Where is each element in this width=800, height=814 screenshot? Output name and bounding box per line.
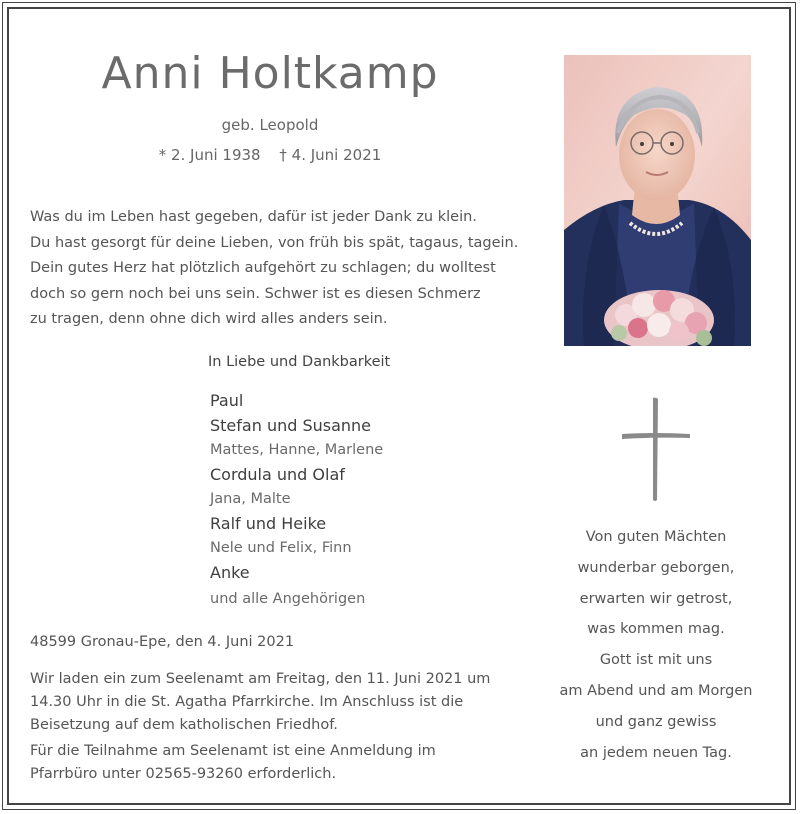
family-member: Paul — [210, 391, 244, 410]
relatives-line: und alle Angehörigen — [210, 591, 366, 607]
poem-line: Du hast gesorgt für deine Lieben, von früh bis spät, tagaus, tagein. — [30, 234, 519, 251]
invitation-line: Wir laden ein zum Seelenamt am Freitag, den 11. Juni 2021 um — [30, 671, 491, 687]
quote-line: am Abend und am Morgen — [559, 682, 753, 699]
family-children: Nele und Felix, Finn — [210, 540, 352, 556]
poem-text — [30, 205, 519, 333]
quote-line: wunderbar geborgen, — [577, 559, 735, 576]
portrait-photo — [564, 55, 751, 346]
life-dates — [60, 146, 480, 164]
quote-line: und ganz gewiss — [595, 713, 717, 730]
quote-line: Gott ist mit uns — [599, 652, 713, 669]
quote-line: was kommen mag. — [587, 621, 725, 638]
love-line: In Liebe und Dankbarkeit — [208, 354, 391, 370]
registration-line: Pfarrbüro unter 02565-93260 erforderlich. — [30, 766, 337, 782]
maiden-name: geb. Leopold — [221, 116, 319, 134]
poem-line: Was du im Leben hast gegeben, dafür ist jeder Dank zu klein. — [30, 209, 477, 225]
quote-line: Von guten Mächten — [585, 529, 727, 545]
family-children: Mattes, Hanne, Marlene — [210, 442, 384, 458]
registration-line: Für die Teilnahme am Seelenamt ist eine Anmeldung im — [30, 743, 436, 759]
registration-text — [30, 740, 436, 786]
family-member: Stefan und Susanne — [210, 416, 372, 435]
invitation-line: 14.30 Uhr in die St. Agatha Pfarrkirche. Im Anschluss ist die — [30, 694, 464, 710]
family-member: Cordula und Olaf — [210, 465, 345, 484]
quote-line: an jedem neuen Tag. — [580, 744, 732, 761]
death-date: † 4. Juni 2021 — [279, 146, 382, 164]
family-member: Anke — [210, 563, 250, 582]
quote-line: erwarten wir getrost, — [579, 590, 733, 607]
latin-cross-icon — [620, 396, 692, 502]
poem-line: zu tragen, denn ohne dich wird alles anders sein. — [30, 311, 388, 327]
quote-text — [556, 522, 756, 768]
place-date: 48599 Gronau-Epe, den 4. Juni 2021 — [30, 634, 295, 650]
poem-line: Dein gutes Herz hat plötzlich aufgehört zu schlagen; du wolltest — [30, 260, 496, 276]
family-list — [210, 388, 383, 611]
invitation-line: Beisetzung auf dem katholischen Friedhof. — [30, 717, 338, 733]
deceased-name: Anni Holtkamp — [101, 48, 439, 99]
invitation-text — [30, 668, 500, 737]
family-children: Jana, Malte — [210, 491, 291, 507]
poem-line: doch so gern noch bei uns sein. Schwer ist es diesen Schmerz — [30, 285, 481, 302]
family-member: Ralf und Heike — [210, 514, 327, 533]
birth-date: * 2. Juni 1938 — [158, 146, 261, 164]
